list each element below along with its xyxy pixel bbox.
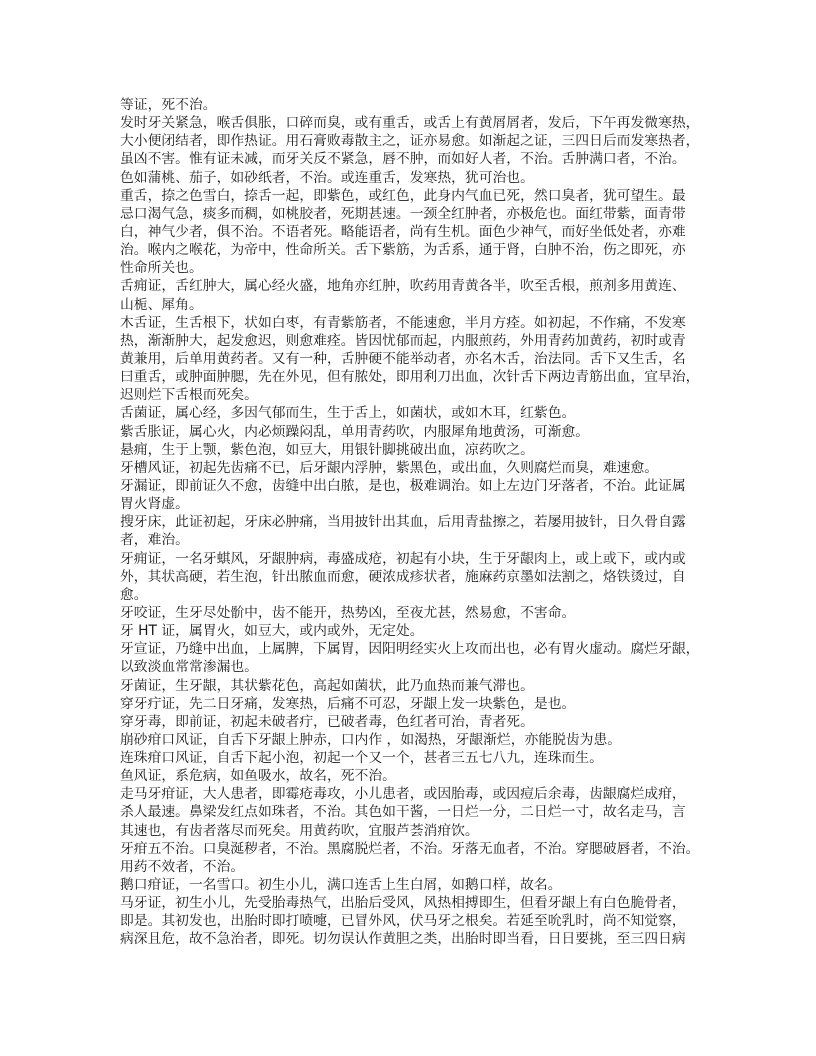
paragraph	[120, 677, 705, 695]
text-line: 愈。	[120, 586, 148, 603]
paragraph	[120, 114, 705, 187]
text-line: 等证，死不治。	[120, 97, 217, 113]
paragraph	[120, 96, 705, 114]
text-line: 走马牙疳证，大人患者，即霉疮毒攻，小儿患者，或因胎毒，或因痘后余毒，齿龈腐烂成疳，	[120, 786, 686, 803]
text-line: 白，神气少者，俱不治。不语者死。略能语者，尚有生机。面色少神气，而好坐低处者，亦难	[120, 223, 686, 240]
paragraph	[120, 695, 705, 713]
paragraph	[120, 187, 705, 278]
text-line: 大小便闭结者，即作热证。用石膏败毒散主之，证亦易愈。如渐起之证，三四日后而发寒热者，	[120, 133, 700, 150]
paragraph	[120, 404, 705, 422]
document-body	[120, 96, 705, 949]
text-line: 即是。其初发也，出胎时即打喷嚏，已冒外风，伏马牙之根矣。若延至吮乳时，尚不知觉察，	[120, 913, 686, 930]
text-line: 穿牙毒，即前证，初起未破者疔，已破者毒，色红者可治，青者死。	[120, 713, 534, 730]
text-line: 木舌证，生舌根下，状如白枣，有青紫筋者，不能速愈，半月方痊。如初起，不作痛，不发寒	[120, 314, 686, 331]
text-line: 虽凶不害。惟有证未减，而牙关反不紧急，唇不肿，而如好人者，不治。舌肿满口者，不治。	[120, 151, 686, 168]
text-line: 悬痈，生于上颚，紫色泡，如豆大，用银针脚挑破出血，凉药吹之。	[120, 441, 534, 458]
paragraph	[120, 441, 705, 459]
text-line: 牙疳五不治。口臭涎秽者，不治。黑腐脱烂者，不治。牙落无血者，不治。穿腮破唇者，不治。	[120, 840, 700, 857]
text-line: 病深且危，故不急治者，即死。切勿误认作黄胆之类，出胎时即当看，日日要挑，至三四日病	[120, 931, 686, 948]
paragraph	[120, 604, 705, 622]
text-line: 重舌，捺之色雪白，捺舌一起，即紫色，或红色，此身内气血已死，然口臭者，犹可望生。最	[120, 187, 686, 204]
text-line: 紫舌胀证，属心火，内必烦躁闷乱，单用青药吹，内服犀角地黄汤，可渐愈。	[120, 423, 590, 440]
text-line: 牙咬证，生牙尽处骱中，齿不能开，热势凶，至夜尤甚，然易愈，不害命。	[120, 604, 576, 621]
paragraph	[120, 459, 705, 477]
text-line: 曰重舌，或肿面肿腮，先在外见，但有脓处，即用利刀出血，次针舌下两边青筋出血，宜早治，	[120, 369, 700, 386]
text-line: 牙痈证，一名牙蜞风，牙龈肿病，毒盛成疮，初起有小块，生于牙龈肉上，或上或下，或内或	[120, 550, 686, 567]
paragraph	[120, 513, 705, 549]
text-line: 迟则烂下舌根而死矣。	[120, 387, 258, 404]
text-line: 牙菌证，生牙龈，其状紫花色，高起如菌状，此乃血热而兼气滞也。	[120, 677, 534, 694]
text-line: 鹅口疳证，一名雪口。初生小儿，满口连舌上生白屑，如鹅口样，故名。	[120, 877, 562, 894]
paragraph	[120, 731, 705, 749]
text-line: 用药不效者，不治。	[120, 858, 245, 875]
text-line: 崩砂疳口风证，自舌下牙龈上肿赤，口内作 ，如渴热，牙龈渐烂，亦能脱齿为患。	[120, 731, 622, 748]
text-line: 搜牙床，此证初起，牙床必肿痛，当用披针出其血，后用青盐擦之，若屡用披针，日久骨自露	[120, 514, 686, 531]
text-line: 舌菌证，属心经，多因气郁而生，生于舌上，如菌状，或如木耳，红紫色。	[120, 405, 576, 422]
text-line: 黄兼用，后单用黄药者。又有一种，舌肿硬不能举动者，亦名木舌，治法同。舌下又生舌，名	[120, 350, 686, 367]
paragraph	[120, 767, 705, 785]
text-line: 舌痈证，舌红肿大，属心经火盛，地角亦红肿，吹药用青黄各半，吹至舌根，煎剂多用黄连、	[120, 278, 686, 295]
paragraph	[120, 713, 705, 731]
text-line: 热，渐渐肿大，起发愈迟，则愈难痊。皆因忧郁而起，内服煎药，外用青药加黄药，初时或青	[120, 332, 686, 349]
text-line: 牙槽风证，初起先齿痛不已，后牙龈内浮肿，紫黑色，或出血，久则腐烂而臭，难速愈。	[120, 459, 659, 476]
paragraph	[120, 640, 705, 676]
text-line: 外，其状高硬，若生泡，针出脓血而愈，硬浓成疹状者，施麻药京墨如法割之，烙铁烫过，自	[120, 568, 686, 585]
text-line: 忌口渴气急，痰多而稠，如桃胶者，死期甚速。一颈全红肿者，亦极危也。面红带紫，面青带	[120, 205, 686, 222]
paragraph	[120, 550, 705, 604]
paragraph	[120, 894, 705, 948]
text-line: 性命所关也。	[120, 260, 203, 277]
text-line: 牙漏证，即前证久不愈，齿缝中出白脓，是也，极难调治。如上左边门牙落者，不治。此证属	[120, 477, 686, 494]
text-line: 胃火肾虚。	[120, 496, 189, 513]
text-line: 穿牙疔证，先二日牙痛，发寒热，后痛不可忍，牙龈上发一块紫色，是也。	[120, 695, 576, 712]
text-line: 以致淡血常常渗漏也。	[120, 659, 258, 676]
text-line: 治。喉内之喉花，为帝中，性命所关。舌下紫筋，为舌系，通于肾，白肿不治，伤之即死，亦	[120, 242, 686, 259]
text-line: 者，难治。	[120, 532, 189, 549]
text-line: 发时牙关紧急，喉舌俱胀，口碎而臭，或有重舌，或舌上有黄屑屑者，发后，下午再发微寒热，	[120, 115, 700, 132]
paragraph	[120, 477, 705, 513]
text-line: 山栀、犀角。	[120, 296, 203, 313]
text-line: 连珠疳口风证，自舌下起小泡，初起一个又一个，甚者三五七八九，连珠而生。	[120, 750, 603, 767]
text-line: 牙 HT 证，属胃火，如豆大，或内或外，无定处。	[120, 623, 424, 640]
paragraph	[120, 277, 705, 313]
text-line: 马牙证，初生小儿，先受胎毒热气，出胎后受风，风热相搏即生，但看牙龈上有白色脆骨者，	[120, 895, 686, 912]
paragraph	[120, 423, 705, 441]
paragraph	[120, 314, 705, 405]
text-line: 鱼风证，系危病，如鱼吸水，故名，死不治。	[120, 768, 396, 785]
paragraph	[120, 749, 705, 767]
text-line: 杀人最速。鼻梁发红点如珠者，不治。其色如干酱，一日烂一分，二日烂一寸，故名走马，言	[120, 804, 686, 821]
paragraph	[120, 622, 705, 640]
text-line: 色如蒲桃、茄子，如砂纸者，不治。或连重舌，发寒热，犹可治也。	[120, 169, 534, 186]
paragraph	[120, 876, 705, 894]
paragraph	[120, 840, 705, 876]
text-line: 牙宣证，乃缝中出血，上属脾，下属胃，因阳明经实火上攻而出也，必有胃火虚动。腐烂牙龈，	[120, 641, 700, 658]
paragraph	[120, 785, 705, 839]
text-line: 其速也，有齿者落尽而死矣。用黄药吹，宜服芦荟消疳饮。	[120, 822, 479, 839]
